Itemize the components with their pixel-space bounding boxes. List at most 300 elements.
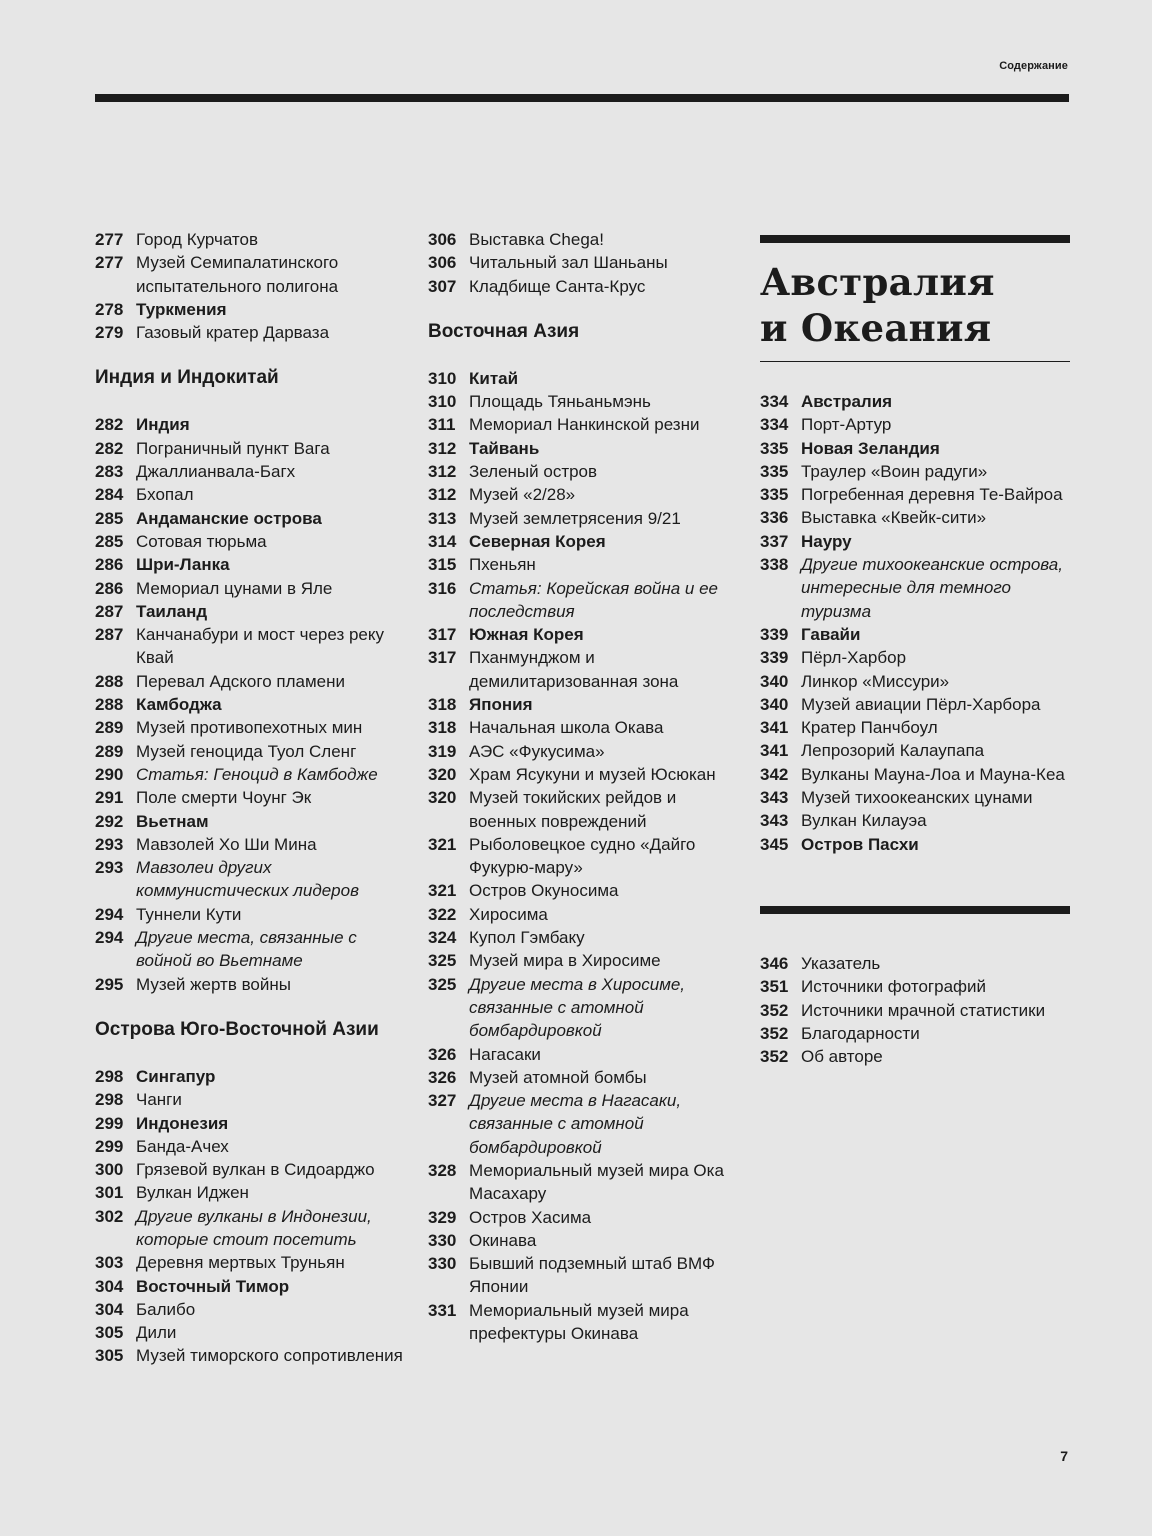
- toc-page-number: 326: [428, 1067, 457, 1087]
- toc-page-number: 292: [95, 811, 124, 831]
- toc-entry[interactable]: [95, 553, 415, 576]
- toc-title: Музей мира в Хиросиме: [469, 951, 661, 971]
- toc-title: Сотовая тюрьма: [136, 531, 267, 551]
- toc-page-number: 312: [428, 485, 457, 505]
- toc-entry[interactable]: [95, 716, 415, 739]
- toc-title: Тайвань: [469, 438, 540, 458]
- toc-entry[interactable]: [760, 413, 1070, 436]
- toc-page-number: 330: [428, 1254, 457, 1274]
- toc-page-number: 346: [760, 953, 789, 973]
- toc-entry[interactable]: [760, 693, 1070, 716]
- toc-title: Вулкан Иджен: [136, 1183, 249, 1203]
- toc-entry[interactable]: [760, 530, 1070, 553]
- toc-title: Музей атомной бомбы: [469, 1067, 647, 1087]
- toc-title: Мемориал цунами в Яле: [136, 578, 333, 598]
- toc-entry[interactable]: [95, 298, 415, 321]
- toc-page-number: 352: [760, 1047, 789, 1067]
- toc-entry[interactable]: [95, 1275, 415, 1298]
- toc-page-number: 305: [95, 1346, 124, 1366]
- toc-entry[interactable]: [95, 577, 415, 600]
- toc-title: Туркмения: [136, 299, 227, 319]
- toc-page-number: 290: [95, 764, 124, 784]
- toc-title: Другие места в Хиросиме, связанные с атомной бомбардировкой: [469, 974, 686, 1041]
- toc-page-number: 319: [428, 741, 457, 761]
- toc-page-number: 340: [760, 671, 789, 691]
- toc-title: Лепрозорий Калаупапа: [801, 741, 985, 761]
- toc-column-1: [95, 228, 415, 1368]
- toc-page-number: 282: [95, 438, 124, 458]
- toc-entry[interactable]: [428, 646, 748, 693]
- toc-page-number: 337: [760, 531, 789, 551]
- toc-title: Индия: [136, 415, 190, 435]
- toc-entry[interactable]: [95, 693, 415, 716]
- toc-page-number: 340: [760, 694, 789, 714]
- toc-page-number: 335: [760, 438, 789, 458]
- toc-page-number: 302: [95, 1206, 124, 1226]
- toc-entry[interactable]: [95, 1321, 415, 1344]
- toc-entry[interactable]: [760, 952, 1070, 975]
- toc-page-number: 294: [95, 904, 124, 924]
- toc-entry[interactable]: [95, 1065, 415, 1088]
- toc-entry[interactable]: [95, 670, 415, 693]
- toc-entry[interactable]: [760, 999, 1070, 1022]
- toc-page-number: 298: [95, 1090, 124, 1110]
- toc-page-number: 326: [428, 1044, 457, 1064]
- toc-title: Указатель: [801, 953, 881, 973]
- toc-title: Газовый кратер Дарваза: [136, 323, 330, 343]
- toc-title: Индонезия: [136, 1113, 229, 1133]
- toc-page-number: 293: [95, 858, 124, 878]
- toc-entry[interactable]: [95, 321, 415, 344]
- toc-entry[interactable]: [760, 975, 1070, 998]
- toc-page-number: 286: [95, 578, 124, 598]
- toc-title: Город Курчатов: [136, 230, 259, 249]
- toc-entry[interactable]: [95, 786, 415, 809]
- toc-page-number: 312: [428, 438, 457, 458]
- region-title: [760, 259, 1070, 351]
- toc-page-number: 325: [428, 951, 457, 971]
- section-heading: Острова Юго-Восточной Азии: [95, 1018, 379, 1040]
- toc-entry[interactable]: [95, 1181, 415, 1204]
- toc-title: Музей тиморского сопротивления: [136, 1346, 403, 1366]
- top-rule: [95, 94, 1069, 102]
- toc-title: Туннели Кути: [136, 904, 242, 924]
- toc-entry[interactable]: [760, 809, 1070, 832]
- toc-entry[interactable]: [428, 460, 748, 483]
- toc-title: Купол Гэмбаку: [469, 928, 585, 948]
- toc-entry[interactable]: [760, 763, 1070, 786]
- toc-entry[interactable]: [95, 1298, 415, 1321]
- toc-title: Начальная школа Окава: [469, 718, 664, 738]
- toc-entry[interactable]: [428, 973, 748, 1043]
- toc-page-number: 334: [760, 392, 789, 411]
- toc-title: Поле смерти Чоунг Эк: [136, 788, 312, 808]
- toc-title: Япония: [469, 695, 533, 715]
- toc-page-number: 304: [95, 1276, 124, 1296]
- toc-entry[interactable]: [428, 786, 748, 833]
- toc-title: Банда-Ачех: [136, 1136, 229, 1156]
- toc-page-number: 306: [428, 230, 457, 249]
- toc-entry[interactable]: [95, 1135, 415, 1158]
- toc-title: Пограничный пункт Вага: [136, 438, 330, 458]
- toc-entry[interactable]: [760, 553, 1070, 623]
- toc-page-number: 299: [95, 1113, 124, 1133]
- region-divider: [760, 361, 1070, 362]
- toc-page-number: 303: [95, 1253, 124, 1273]
- toc-entry[interactable]: [95, 740, 415, 763]
- toc-title: Перевал Адского пламени: [136, 671, 345, 691]
- toc-page-number: 325: [428, 974, 457, 994]
- toc-page-number: 341: [760, 718, 789, 738]
- toc-entry[interactable]: [428, 390, 748, 413]
- toc-entry[interactable]: [428, 413, 748, 436]
- toc-title: Остров Пасхи: [801, 834, 919, 854]
- toc-entry[interactable]: [760, 670, 1070, 693]
- section-heading: Восточная Азия: [428, 320, 580, 342]
- section-heading: Индия и Индокитай: [95, 367, 279, 389]
- toc-group: [95, 1065, 415, 1368]
- toc-entry[interactable]: [428, 693, 748, 716]
- toc-title: Мемориал Нанкинской резни: [469, 415, 700, 435]
- toc-page-number: 282: [95, 415, 124, 435]
- toc-title: Шри-Ланка: [136, 555, 230, 575]
- toc-entry[interactable]: [95, 623, 415, 670]
- toc-page-number: 338: [760, 555, 789, 575]
- toc-page-number: 336: [760, 508, 789, 528]
- toc-page-number: 328: [428, 1160, 457, 1180]
- toc-page-number: 345: [760, 834, 789, 854]
- toc-title: Новая Зеландия: [801, 438, 940, 458]
- toc-entry[interactable]: [95, 530, 415, 553]
- toc-entry[interactable]: [760, 623, 1070, 646]
- toc-entry[interactable]: [95, 483, 415, 506]
- toc-title: Андаманские острова: [136, 508, 322, 528]
- toc-page-number: 301: [95, 1183, 124, 1203]
- toc-page-number: 288: [95, 695, 124, 715]
- toc-title: Мавзолеи других коммунистических лидеров: [136, 858, 359, 901]
- toc-page-number: 324: [428, 928, 457, 948]
- toc-page-number: 320: [428, 788, 457, 808]
- page-number: 7: [1060, 1448, 1068, 1464]
- toc-title: Балибо: [136, 1299, 196, 1319]
- toc-entry[interactable]: [428, 1206, 748, 1229]
- toc-entry[interactable]: [428, 530, 748, 553]
- toc-entry[interactable]: [95, 1251, 415, 1274]
- toc-page-number: 343: [760, 811, 789, 831]
- toc-page-number: 304: [95, 1299, 124, 1319]
- toc-title: Статья: Корейская война и ее последствия: [469, 578, 718, 621]
- toc-title: Северная Корея: [469, 531, 606, 551]
- toc-entry[interactable]: [760, 646, 1070, 669]
- toc-title: Грязевой вулкан в Сидоарджо: [136, 1160, 375, 1180]
- toc-page-number: 317: [428, 625, 457, 645]
- toc-page-number: 287: [95, 601, 124, 621]
- toc-page-number: 321: [428, 881, 457, 901]
- running-head: Содержание: [999, 60, 1068, 72]
- toc-title: Выставка Chega!: [469, 230, 604, 249]
- toc-title: Бывший подземный штаб ВМФ Японии: [469, 1254, 715, 1297]
- end-rule: [760, 906, 1070, 914]
- toc-title: Восточный Тимор: [136, 1276, 290, 1296]
- toc-page-number: 287: [95, 625, 124, 645]
- toc-entry[interactable]: [428, 577, 748, 624]
- toc-entry[interactable]: [428, 1066, 748, 1089]
- toc-page-number: 313: [428, 508, 457, 528]
- toc-entry[interactable]: [428, 483, 748, 506]
- toc-page-number: 307: [428, 276, 457, 296]
- toc-entry[interactable]: [95, 973, 415, 996]
- toc-entry[interactable]: [428, 251, 748, 274]
- toc-page-number: 339: [760, 648, 789, 668]
- toc-page-number: 278: [95, 299, 124, 319]
- toc-entry[interactable]: [760, 437, 1070, 460]
- toc-entry[interactable]: [95, 833, 415, 856]
- toc-page-number: 277: [95, 253, 124, 273]
- toc-entry[interactable]: [95, 460, 415, 483]
- toc-page-number: 283: [95, 462, 124, 482]
- toc-page-number: 339: [760, 624, 789, 644]
- toc-entry[interactable]: [760, 833, 1070, 856]
- toc-entry[interactable]: [428, 1299, 748, 1346]
- toc-entry[interactable]: [95, 1344, 415, 1367]
- toc-title: Выставка «Квейк-сити»: [801, 508, 987, 528]
- toc-page-number: 329: [428, 1207, 457, 1227]
- toc-entry[interactable]: [95, 856, 415, 903]
- toc-page-number: 285: [95, 508, 124, 528]
- toc-title: Чанги: [136, 1090, 182, 1110]
- toc-title: Линкор «Миссури»: [801, 671, 950, 691]
- toc-title: Статья: Геноцид в Камбодже: [136, 764, 378, 784]
- toc-title: Пханмунджом и демилитаризованная зона: [469, 648, 679, 691]
- toc-title: Остров Окуносима: [469, 881, 619, 901]
- toc-title: Об авторе: [801, 1047, 883, 1067]
- toc-title: Храм Ясукуни и музей Юсюкан: [469, 764, 716, 784]
- toc-title: Джаллианвала-Багх: [136, 462, 296, 482]
- toc-title: Музей Семипалатинского испытательного полигона: [136, 253, 339, 296]
- toc-page-number: 310: [428, 392, 457, 412]
- toc-page-number: 342: [760, 764, 789, 784]
- toc-title: Вулканы Мауна-Лоа и Мауна-Кеа: [801, 764, 1065, 784]
- toc-entry[interactable]: [428, 903, 748, 926]
- toc-title: Музей землетрясения 9/21: [469, 508, 681, 528]
- toc-page-number: 306: [428, 253, 457, 273]
- toc-title: Нагасаки: [469, 1044, 541, 1064]
- toc-entry[interactable]: [428, 367, 748, 390]
- toc-entry[interactable]: [428, 228, 748, 251]
- toc-entry[interactable]: [760, 460, 1070, 483]
- toc-page-number: 341: [760, 741, 789, 761]
- toc-title: Рыболовецкое судно «Дайго Фукурю-мару»: [469, 834, 696, 878]
- toc-page-number: 315: [428, 555, 457, 575]
- toc-title: Вулкан Килауэа: [801, 811, 927, 831]
- toc-title: Другие вулканы в Индонезии, которые стоит посетить: [136, 1206, 372, 1249]
- toc-page-number: 318: [428, 718, 457, 738]
- toc-entry[interactable]: [428, 833, 748, 880]
- toc-title: Другие места в Нагасаки, связанные с атомной бомбардировкой: [469, 1091, 682, 1157]
- toc-title: Музей токийских рейдов и военных повреждений: [469, 788, 677, 831]
- toc-entry[interactable]: [760, 716, 1070, 739]
- toc-title: Музей противопехотных мин: [136, 718, 363, 738]
- toc-column-3: [760, 228, 1070, 1068]
- toc-page-number: 279: [95, 323, 124, 343]
- toc-page-number: 299: [95, 1136, 124, 1156]
- toc-page-number: 310: [428, 368, 457, 388]
- toc-page-number: 288: [95, 671, 124, 691]
- toc-entry[interactable]: [428, 879, 748, 902]
- toc-group: [760, 390, 1070, 856]
- toc-page-number: 277: [95, 230, 124, 249]
- toc-title: Музей жертв войны: [136, 974, 291, 994]
- toc-entry[interactable]: [760, 739, 1070, 762]
- toc-page-number: 316: [428, 578, 457, 598]
- toc-page-number: 293: [95, 834, 124, 854]
- toc-page-number: 317: [428, 648, 457, 668]
- region-title-line: и Океания: [760, 306, 992, 350]
- toc-entry[interactable]: [428, 1043, 748, 1066]
- toc-title: Южная Корея: [469, 625, 584, 645]
- toc-title: Мавзолей Хо Ши Мина: [136, 834, 317, 854]
- toc-page-number: 318: [428, 695, 457, 715]
- toc-entry[interactable]: [95, 1205, 415, 1252]
- toc-entry[interactable]: [428, 1089, 748, 1159]
- toc-entry[interactable]: [95, 810, 415, 833]
- toc-entry[interactable]: [95, 763, 415, 786]
- toc-title: Другие места, связанные с войной во Вьетнаме: [136, 928, 357, 971]
- toc-title: Вьетнам: [136, 811, 209, 831]
- toc-title: Кратер Панчбоул: [801, 718, 938, 738]
- toc-title: Источники фотографий: [801, 977, 986, 997]
- toc-page-number: 330: [428, 1230, 457, 1250]
- toc-page-number: 291: [95, 788, 124, 808]
- toc-title: Австралия: [801, 392, 893, 411]
- toc-page-number: 331: [428, 1300, 457, 1320]
- toc-title: Читальный зал Шаньаны: [469, 253, 668, 273]
- toc-page-number: 305: [95, 1323, 124, 1343]
- toc-page-number: 322: [428, 904, 457, 924]
- toc-entry[interactable]: [428, 623, 748, 646]
- toc-entry[interactable]: [95, 903, 415, 926]
- toc-column-2: [428, 228, 748, 1345]
- toc-entry[interactable]: [95, 926, 415, 973]
- toc-page-number: 311: [428, 415, 456, 435]
- toc-entry[interactable]: [760, 390, 1070, 413]
- toc-page-number: 285: [95, 531, 124, 551]
- toc-entry[interactable]: [428, 275, 748, 298]
- toc-page-number: 351: [760, 977, 789, 997]
- toc-entry[interactable]: [428, 740, 748, 763]
- toc-title: Гавайи: [801, 624, 861, 644]
- toc-entry[interactable]: [95, 413, 415, 436]
- toc-title: Пхеньян: [469, 555, 536, 575]
- toc-entry[interactable]: [95, 251, 415, 298]
- toc-title: Другие тихоокеанские острова, интересные для темного туризма: [801, 555, 1063, 621]
- toc-title: Мемориальный музей мира префектуры Окинава: [469, 1300, 689, 1344]
- region-rule: [760, 235, 1070, 243]
- toc-entry[interactable]: [428, 763, 748, 786]
- toc-title: Мемориальный музей мира Ока Масахару: [469, 1160, 724, 1204]
- toc-entry[interactable]: [428, 949, 748, 972]
- toc-entry[interactable]: [428, 716, 748, 739]
- toc-entry[interactable]: [428, 926, 748, 949]
- toc-page-number: 289: [95, 718, 124, 738]
- toc-title: Остров Хасима: [469, 1207, 592, 1227]
- toc-entry[interactable]: [760, 786, 1070, 809]
- toc-page-number: 321: [428, 834, 457, 854]
- toc-title: Бхопал: [136, 485, 194, 505]
- toc-title: Музей авиации Пёрл-Харбора: [801, 694, 1041, 714]
- toc-title: Хиросима: [469, 904, 548, 924]
- toc-page-number: 320: [428, 764, 457, 784]
- toc-title: АЭС «Фукусима»: [469, 741, 605, 761]
- toc-entry[interactable]: [760, 1045, 1070, 1068]
- toc-page-number: 294: [95, 928, 124, 948]
- toc-page-number: 352: [760, 1023, 789, 1043]
- toc-group: [428, 228, 748, 298]
- toc-title: Музей геноцида Туол Сленг: [136, 741, 357, 761]
- toc-page-number: 284: [95, 485, 124, 505]
- toc-page-number: 335: [760, 485, 789, 505]
- toc-title: Благодарности: [801, 1023, 920, 1043]
- toc-title: Кладбище Санта-Крус: [469, 276, 646, 296]
- toc-group: [95, 413, 415, 995]
- toc-entry[interactable]: [428, 507, 748, 530]
- toc-group: [760, 952, 1070, 1068]
- toc-title: Окинава: [469, 1230, 537, 1250]
- toc-entry[interactable]: [95, 1088, 415, 1111]
- toc-page-number: 343: [760, 788, 789, 808]
- toc-title: Канчанабури и мост через реку Квай: [136, 625, 385, 668]
- toc-title: Сингапур: [136, 1066, 216, 1086]
- toc-title: Источники мрачной статистики: [801, 1000, 1046, 1020]
- toc-entry[interactable]: [760, 506, 1070, 529]
- toc-entry[interactable]: [760, 1022, 1070, 1045]
- toc-page-number: 334: [760, 415, 789, 435]
- toc-page-number: 312: [428, 462, 457, 482]
- toc-title: Музей тихоокеанских цунами: [801, 788, 1033, 808]
- toc-entry[interactable]: [95, 1112, 415, 1135]
- toc-title: Деревня мертвых Труньян: [136, 1253, 345, 1273]
- toc-page-number: 286: [95, 555, 124, 575]
- toc-title: Площадь Тяньаньмэнь: [469, 392, 651, 412]
- toc-page-number: 289: [95, 741, 124, 761]
- toc-entry[interactable]: [428, 1159, 748, 1206]
- toc-title: Зеленый остров: [469, 462, 598, 482]
- toc-entry[interactable]: [428, 437, 748, 460]
- toc-entry[interactable]: [428, 1229, 748, 1252]
- toc-title: Камбоджа: [136, 695, 222, 715]
- toc-entry[interactable]: [95, 437, 415, 460]
- toc-page-number: 298: [95, 1066, 124, 1086]
- toc-page-number: 295: [95, 974, 124, 994]
- toc-entry[interactable]: [428, 553, 748, 576]
- toc-group: [95, 228, 415, 344]
- toc-entry[interactable]: [428, 1252, 748, 1299]
- toc-page-number: 352: [760, 1000, 789, 1020]
- toc-entry[interactable]: [95, 600, 415, 623]
- toc-title: Порт-Артур: [801, 415, 892, 435]
- toc-title: Дили: [136, 1323, 177, 1343]
- toc-entry[interactable]: [95, 1158, 415, 1181]
- toc-entry[interactable]: [760, 483, 1070, 506]
- toc-title: Науру: [801, 531, 852, 551]
- toc-page-number: 300: [95, 1160, 124, 1180]
- toc-title: Таиланд: [136, 601, 208, 621]
- toc-page-number: 335: [760, 461, 789, 481]
- toc-entry[interactable]: [95, 228, 415, 251]
- toc-title: Китай: [469, 368, 519, 388]
- toc-entry[interactable]: [95, 507, 415, 530]
- region-title-line: Австралия: [760, 260, 995, 304]
